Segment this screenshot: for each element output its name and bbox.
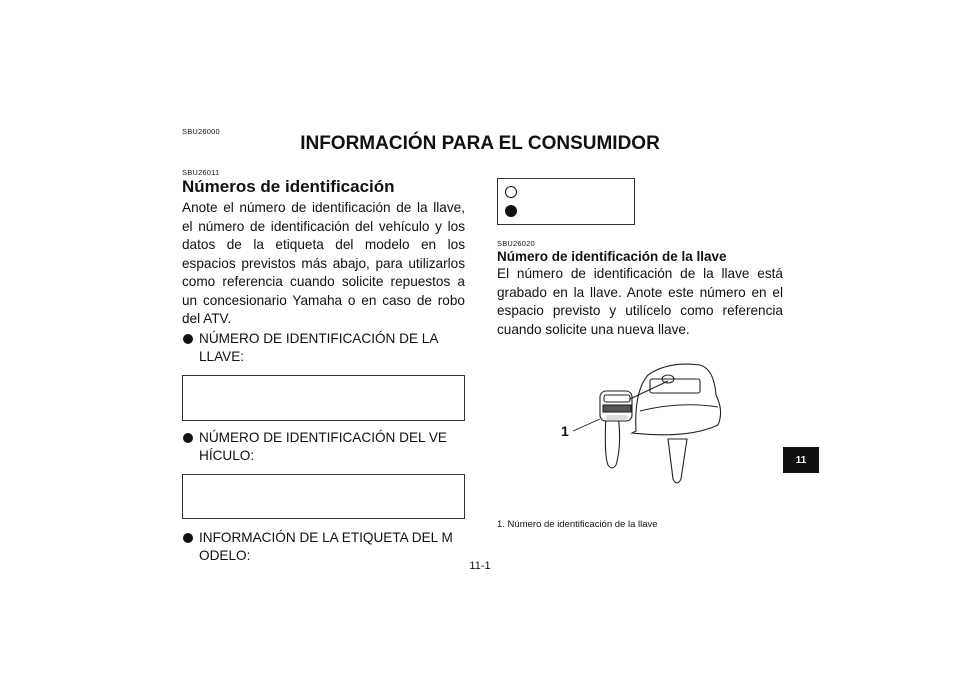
page-number: 11-1 [469,560,491,572]
key-figure [497,351,783,511]
bullet-text: NÚMERO DE IDENTIFICACIÓN DE LA LLAVE: [199,330,438,364]
key-number-box [182,375,465,421]
left-column [182,168,465,566]
right-section-code: SBU26020 [497,239,535,248]
bullet-icon [183,433,193,443]
bullet-key-number [182,330,465,367]
empty-circle-icon [505,186,517,198]
page-title: INFORMACIÓN PARA EL CONSUMIDOR [300,133,660,154]
callout-number: 1 [561,423,569,439]
bullet-text: NÚMERO DE IDENTIFICACIÓN DEL VEHÍCULO: [199,429,447,463]
right-heading: Número de identificación de la llave [497,249,727,264]
bullet-text: INFORMACIÓN DE LA ETIQUETA DEL MODELO: [199,529,453,563]
left-heading: Números de identificación [182,177,395,196]
chapter-tab: 11 [783,447,819,473]
filled-circle-icon [505,205,517,217]
vehicle-number-box [182,474,465,519]
figure-caption: 1. Número de identificación de la llave [497,519,658,530]
bullet-icon [183,334,193,344]
bullet-vehicle-number [182,429,465,466]
key-illustration [540,351,740,511]
right-column [497,178,783,531]
bullet-icon [183,533,193,543]
right-body: El número de identificación de la llave está grabado en la llave. Anote este número en el espacio previsto y utilícelo como referencia cuando solicite una nueva llave. [497,266,783,337]
left-body: Anote el número de identificación de la llave, el número de identificación del vehículo y los datos de la etiqueta del modelo en los espacios previstos más abajo, para utilizarlos como referencia cuando solicite repuestos a un concesionario Yamaha o en caso de robo del ATV. [182,200,465,326]
left-section-code: SBU26011 [182,168,220,177]
section-code: SBU26000 [182,127,220,136]
key-number-record-box [497,178,635,225]
